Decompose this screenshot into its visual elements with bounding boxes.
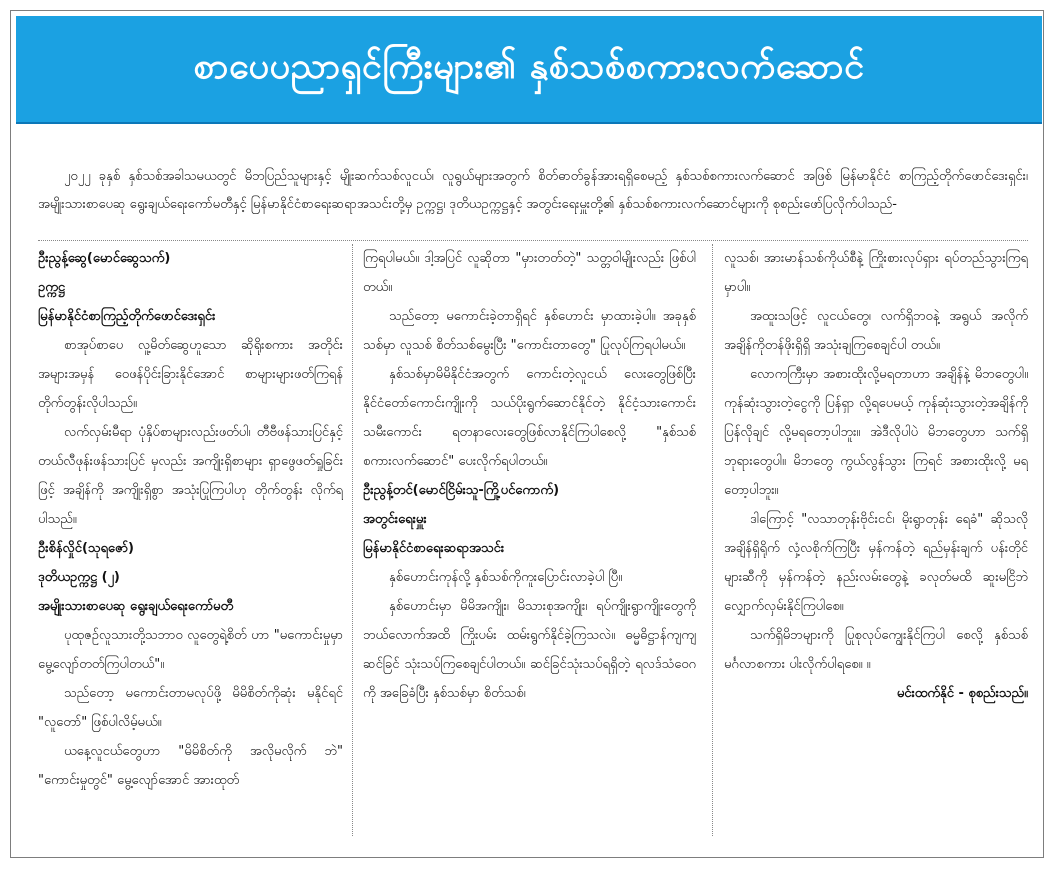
speaker-name: ဦးညွန့်တင်(မောင်ငြိမ်းသူ-ကြို့ပင်ကောက်)	[363, 483, 560, 498]
paragraph: ကြရပါမယ်။ ဒါ့အပြင် လူဆိုတာ "မှားတတ်တဲ့" သတ္တဝါမျိုးလည်း ဖြစ်ပါတယ်။	[363, 251, 696, 295]
paragraph: ယနေ့လူငယ်တွေဟာ "မိမိစိတ်ကို အလိုမလိုက် ဘဲ" "ကောင်းမှုတွင်" မွေ့လျော်အောင် အားထုတ်	[38, 744, 343, 788]
page-title: စာပေပညာရှင်ကြီးများ၏ နှစ်သစ်စကားလက်ဆောင်	[193, 46, 865, 87]
column-3	[724, 244, 1028, 846]
paragraph: စာအုပ်စာပေ လူ့မိတ်ဆွေဟူသော ဆိုရိုးစကား အတိုင်း အများအမှန် ဝေဖန်ပိုင်းခြားနိုင်အောင် စာများများဖတ်ကြရန် တိုက်တွန်းလိုပါသည်။	[38, 338, 343, 411]
speaker-name: ဦးညွန့်ဆွေ(မောင်ဆွေသက်)	[38, 251, 171, 266]
speaker-role: ဥက္ကဋ္ဌ	[38, 280, 65, 295]
column-1	[38, 244, 343, 846]
intro-paragraph: ၂၀၂၂ ခုနှစ် နှစ်သစ်အခါသမယတွင် မိဘပြည်သူများနှင့် မျိုးဆက်သစ်လူငယ်၊ လူရွယ်များအတွက် စိတ်ဓာတ်ခွန်အားရရှိစေမည့် နှစ်သစ်စကားလက်ဆောင် အဖြစ် မြန်မာနိုင်ငံ စာကြည့်တိုက်ဖောင်ဒေးရှင်း၊ အမျိုးသားစာပေဆု ရွေးချယ်ရေးကော်မတီနှင့် မြန်မာနိုင်ငံစာရေးဆရာအသင်းတို့မှ ဥက္ကဋ္ဌ၊ ဒုတိယဥက္ကဋ္ဌနှင့် အတွင်းရေးမှူးတို့၏ နှစ်သစ်စကားလက်ဆောင်များကို စုစည်းဖော်ပြလိုက်ပါသည်-	[38, 169, 1028, 212]
speaker-organization: မြန်မာနိုင်ငံစာရေးဆရာအသင်း	[363, 541, 505, 556]
paragraph: သည်တော့ မကောင်းတာမလုပ်ဖို့ မိမိစိတ်ကိုဆုံး မနိုင်ရင် "လူတော်" ဖြစ်ပါလိမ့်မယ်။	[38, 686, 343, 730]
speaker-role: ဒုတိယဥက္ကဋ္ဌ (၂)	[38, 570, 120, 585]
speaker-organization: အမျိုးသားစာပေဆု ရွေးချယ်ရေးကော်မတီ	[38, 599, 234, 614]
paragraph: လူသစ်၊ အားမာန်သစ်ကိုယ်စီနဲ့ ကြိုးစားလုပ်ရှား ရပ်တည်သွားကြရမှာပါ။	[724, 251, 1028, 295]
paragraph: လက်လှမ်းမီရာ ပုံနှိပ်စာများလည်းဖတ်ပါ၊ တီဗီဖန်သားပြင်နှင့် တယ်လီဖုန်းဖန်သားပြင် မှလည်း အကျိုးရှိစာများ ရှာဖွေဖတ်ရှုခြင်းဖြင့် အချိန်ကို အကျိုးရှိစွာ အသုံးပြုကြပါဟု တိုက်တွန်း လိုက်ရပါသည်။	[38, 425, 343, 527]
paragraph: နှစ်သစ်မှာမိမိနိုင်ငံအတွက် ကောင်းတဲ့လူငယ် လေးတွေဖြစ်ပြီး နိုင်ငံတော်ကောင်းကျိုးကို သယ်ပိုးရွက်ဆောင်နိုင်တဲ့ နိုင်ငံ့သားကောင်း သမီးကောင်း ရတနာလေးတွေဖြစ်လာနိုင်ကြပါစေလို့ "နှစ်သစ်စကားလက်ဆောင်" ပေးလိုက်ရပါတယ်။	[363, 367, 696, 469]
paragraph: နှစ်ဟောင်းကုန်လို့ နှစ်သစ်ကိုကူးပြောင်းလာခဲ့ပါ ပြီ။	[389, 570, 623, 585]
title-banner	[16, 16, 1042, 124]
column-2	[363, 244, 696, 846]
speaker-organization: မြန်မာနိုင်ငံစာကြည့်တိုက်ဖောင်ဒေးရှင်း	[38, 309, 216, 324]
paragraph: သက်ရှိမိဘများကို ပြုစုလုပ်ကျွေးနိုင်ကြပါ စေလို့ နှစ်သစ်မင်္ဂလာစကား ပါးလိုက်ပါရစေ။ ။	[724, 628, 1028, 672]
column-divider	[352, 244, 353, 836]
paragraph: သည်တော့ မကောင်းခဲ့တာရှိရင် နှစ်ဟောင်း မှာထားခဲ့ပါ။ အခုနှစ်သစ်မှာ လူသစ် စိတ်သစ်မွေးပြီး "ကောင်းတာတွေ" ပြုလုပ်ကြရပါမယ်။	[363, 309, 696, 353]
paragraph: အထူးသဖြင့် လူငယ်တွေ၊ လက်ရှိဘဝနဲ့ အရွယ် အလိုက် အချိန်ကိုတန်ဖိုးရှိရှိ အသုံးချကြစေချင်ပါ တယ်။	[724, 309, 1028, 353]
paragraph: လောကကြီးမှာ အစားထိုးလို့မရတာဟာ အချိန်နဲ့ မိဘတွေပါ။ ကုန်ဆုံးသွားတဲ့ငွေကို ပြန်ရှာ လို့ရပေမယ့် ကုန်ဆုံးသွားတဲ့အချိန်ကို ပြန်လိုချင် လို့မရတော့ပါဘူး။ အဲဒီလိုပါပဲ မိဘတွေဟာ သက်ရှိဘုရားတွေပါ။ မိဘတွေ ကွယ်လွန်သွား ကြရင် အစားထိုးလို့ မရတော့ပါဘူး။	[724, 367, 1028, 498]
speaker-name: ဦးစိန်လှိုင်(သုရဇော်)	[38, 541, 135, 556]
section-divider	[38, 240, 1028, 241]
column-divider	[712, 244, 713, 836]
speaker-role: အတွင်းရေးမှူး	[363, 512, 427, 527]
paragraph: ပုထုဇဉ်လူသားတို့သဘာဝ လူတွေရဲ့စိတ် ဟာ "မကောင်းမှုမှာ မွေ့လျော်တတ်ကြပါတယ်"။	[38, 628, 343, 672]
paragraph: ဒါကြောင့် "လသာတုန်းဗိုင်းငင်၊ မိုးရွာတုန်း ရေခံ" ဆိုသလို အချိန်ရှိရိုက် လှံ့လစိုက်ကြပြီး မှန်ကန်တဲ့ ရည်မှန်းချက် ပန်းတိုင်များဆီကို မှန်ကန်တဲ့ နည်းလမ်းတွေနဲ့ ခလုတ်မထိ ဆူးမငြိဘဲ လျှောက်လှမ်းနိုင်ကြပါစေ။	[724, 512, 1028, 614]
compiler-signature: မင်းထက်နိုင် - စုစည်းသည်။	[896, 686, 1028, 701]
paragraph: နှစ်ဟောင်းမှာ မိမိအကျိုး၊ မိသားစုအကျိုး၊ ရပ်ကျိုးရွာကျိုးတွေကို ဘယ်လောက်အထိ ကြိုးပမ်း ထမ်းရွက်နိုင်ခဲ့ကြသလဲ။ ဓမ္မဓိဋ္ဌာန်ကျကျ ဆင်ခြင် သုံးသပ်ကြစေချင်ပါတယ်။ ဆင်ခြင်သုံးသပ်ရရှိတဲ့ ရလဒ်သံဝေဂကို အခြေခံပြီး နှစ်သစ်မှာ စိတ်သစ်၊	[363, 599, 696, 701]
